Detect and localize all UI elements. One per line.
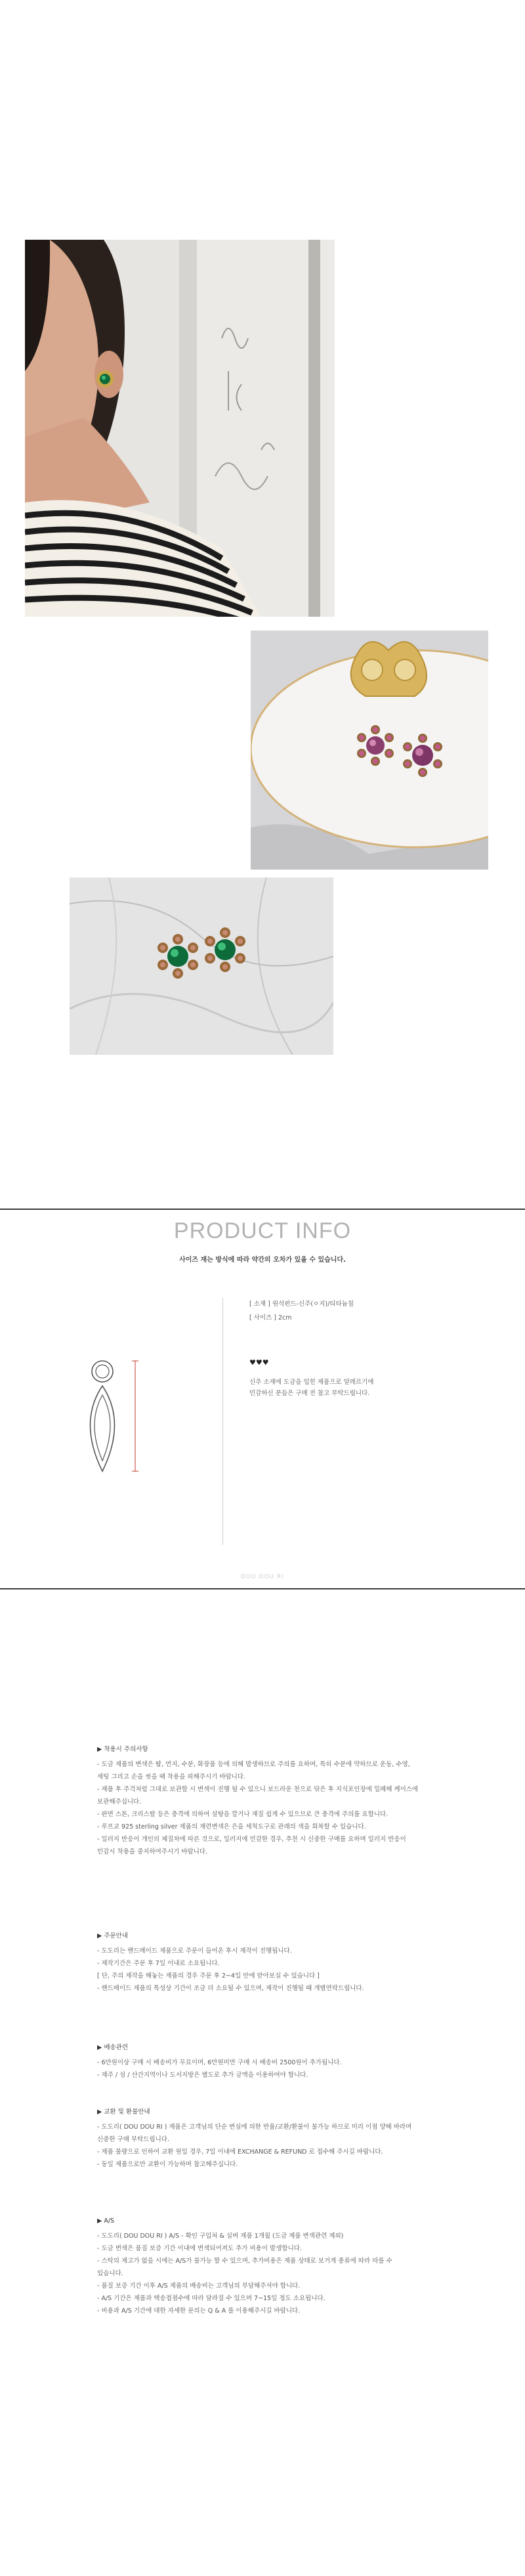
after-service-notice	[97, 2215, 504, 2317]
order-notice	[97, 1930, 504, 1995]
notice-heading: ▶ 주문안내	[97, 1932, 129, 1940]
notice-heading: ▶ 착용시 주의사항	[97, 1746, 148, 1753]
marble-earrings-photo	[70, 877, 333, 1055]
notice-line: - 루프교 925 sterling silver 제품의 재련변색은 은을 세척도구로 관래의 색을 회복할 수 있습니다.	[97, 1823, 366, 1831]
description-line: 신주 소재에 도금을 입힌 제품으로 알레르기에	[249, 1379, 374, 1386]
notice-line: - 도도리( DOU DOU RI ) A/S - 확인 구입처 & 실버 제품 1개월 (도금 제품 변색관련 제외)	[97, 2232, 344, 2240]
notice-line: - 도도리( DOU DOU RI ) 제품은 고객님의 단순 변심에 의한 반품/교환/환불이 불가능 하므로 미리 이점 양해 바라며	[97, 2123, 412, 2131]
model-earring	[96, 370, 114, 388]
notice-line: - 도도리는 핸드메이드 제품으로 주문이 들어온 후시 제작이 진행됩니다.	[97, 1947, 292, 1955]
notice-line: - 6만원이상 구매 시 배송비가 무료이며, 6만원미만 구매 시 배송비 2500원이 추가됩니다.	[97, 2059, 342, 2066]
care-notice	[97, 1743, 504, 1858]
brand-name: DOU DOU RI	[241, 1574, 284, 1580]
material-spec: [ 소재 ] 원석펀드-신주(ㅇ지)/티타늄침	[249, 1300, 354, 1308]
info-divider	[222, 1298, 223, 1545]
notice-heading: ▶ A/S	[97, 2217, 115, 2225]
notice-line: - 도금 제품의 변색은 땀, 먼지, 수분, 화장품 등에 의해 발생하므로 주의를 요하며, 특히 수분에 약하므로 운동, 수영,	[97, 1761, 410, 1768]
info-bottom-rule	[0, 1588, 525, 1589]
notice-line: - 비용과 A/S 기간에 대한 자세한 문의는 Q & A 를 이용해주시길 바랍니다.	[97, 2307, 301, 2315]
product-description	[249, 1377, 373, 1399]
size-spec: [ 사이즈 ] 2cm	[249, 1314, 292, 1321]
notice-line: 민감시 착용을 중지하여주시기 바랍니다.	[97, 1848, 208, 1855]
notice-line: - 제작기간은 주문 후 7일 이내로 소요됩니다.	[97, 1960, 220, 1967]
rating-hearts: ♥♥♥	[249, 1358, 269, 1367]
notice-line: 신중한 구매 부탁드립니다.	[97, 2136, 170, 2143]
notice-line: - 제주 / 섬 / 산간지역이나 도서지방은 별도로 추가 금액을 이용하여야 합니다.	[97, 2072, 308, 2079]
notice-heading: ▶ 교환 및 환불안내	[97, 2108, 150, 2116]
info-top-rule	[0, 1209, 525, 1210]
model-earring-photo	[25, 240, 335, 617]
notice-line: - 제품 불량으로 인하여 교환 원일 경우, 7일 이내에 EXCHANGE & REFUND 로 접수해 주시길 바랍니다.	[97, 2148, 383, 2156]
notice-line: [ 단, 주의 제작을 해놓는 제품의 경우 주문 후 2~4일 안에 받아보실 수 있습니다 ]	[97, 1972, 320, 1980]
notice-line: - 제품 후 주걱처럼 그대로 보관할 시 변색이 진행 될 수 있으니 보드라운 천으로 닦은 후 지식포인장에 밀폐해 케이스에	[97, 1786, 419, 1793]
notice-line: - A/S 기간은 제품과 택송접점수에 따라 달라질 수 있으며 7~15일 정도 소요됩니다.	[97, 2295, 326, 2302]
notice-line: - 일러지 반응이 개인의 체질차에 따른 것으로, 일러지에 민감한 경우, 추천 시 신중한 구매를 요하며 일러지 반응이	[97, 1836, 406, 1843]
exchange-refund-notice	[97, 2106, 504, 2171]
notice-line: - 판면 스톤, 크리스탈 등은 충격에 의하여 설탕을 깔거나 재질 쉽게 수 있으므로 큰 충격에 주의를 요합니다.	[97, 1811, 388, 1818]
notice-line: - 도금 변색은 품질 보증 기간 이내에 변색되어져도 추가 비용이 발생합니다.	[97, 2245, 302, 2252]
notice-line: 있습니다.	[97, 2270, 123, 2277]
earring-size-diagram	[77, 1360, 150, 1494]
product-info-title: PRODUCT INFO	[173, 1218, 352, 1243]
description-line: 민감하신 분들은 구매 전 참고 부탁드립니다.	[249, 1390, 370, 1397]
notice-line: 세팅 그리고 손을 씻을 때 착용을 피해주시기 바랍니다.	[97, 1773, 246, 1781]
notice-heading: ▶ 배송관련	[97, 2044, 129, 2051]
notice-line: 보관해주십니다.	[97, 1798, 142, 1806]
shipping-notice	[97, 2041, 504, 2081]
product-info-subtitle: 사이즈 재는 방식에 따라 약간의 오차가 있을 수 있습니다.	[179, 1256, 346, 1264]
notice-line: - 스탁의 재고가 없을 시에는 A/S가 불가능 할 수 있으며, 추가비용은 제품 상태로 보거게 종류에 따라 따를 수	[97, 2257, 392, 2265]
notice-line: - 핸드메이드 제품의 특성상 기간이 조금 더 소요될 수 있으며, 제작이 진행될 때 개별연락드립니다.	[97, 1985, 364, 1992]
notice-line: - 품질 보증 기간 이후 A/S 제품의 배송비는 고객님의 부담해주셔야 합니다.	[97, 2282, 301, 2290]
notice-line: - 동일 제품으로만 교환이 가능하며 참고해주십니다.	[97, 2161, 238, 2168]
plate-earrings-photo	[251, 631, 488, 870]
